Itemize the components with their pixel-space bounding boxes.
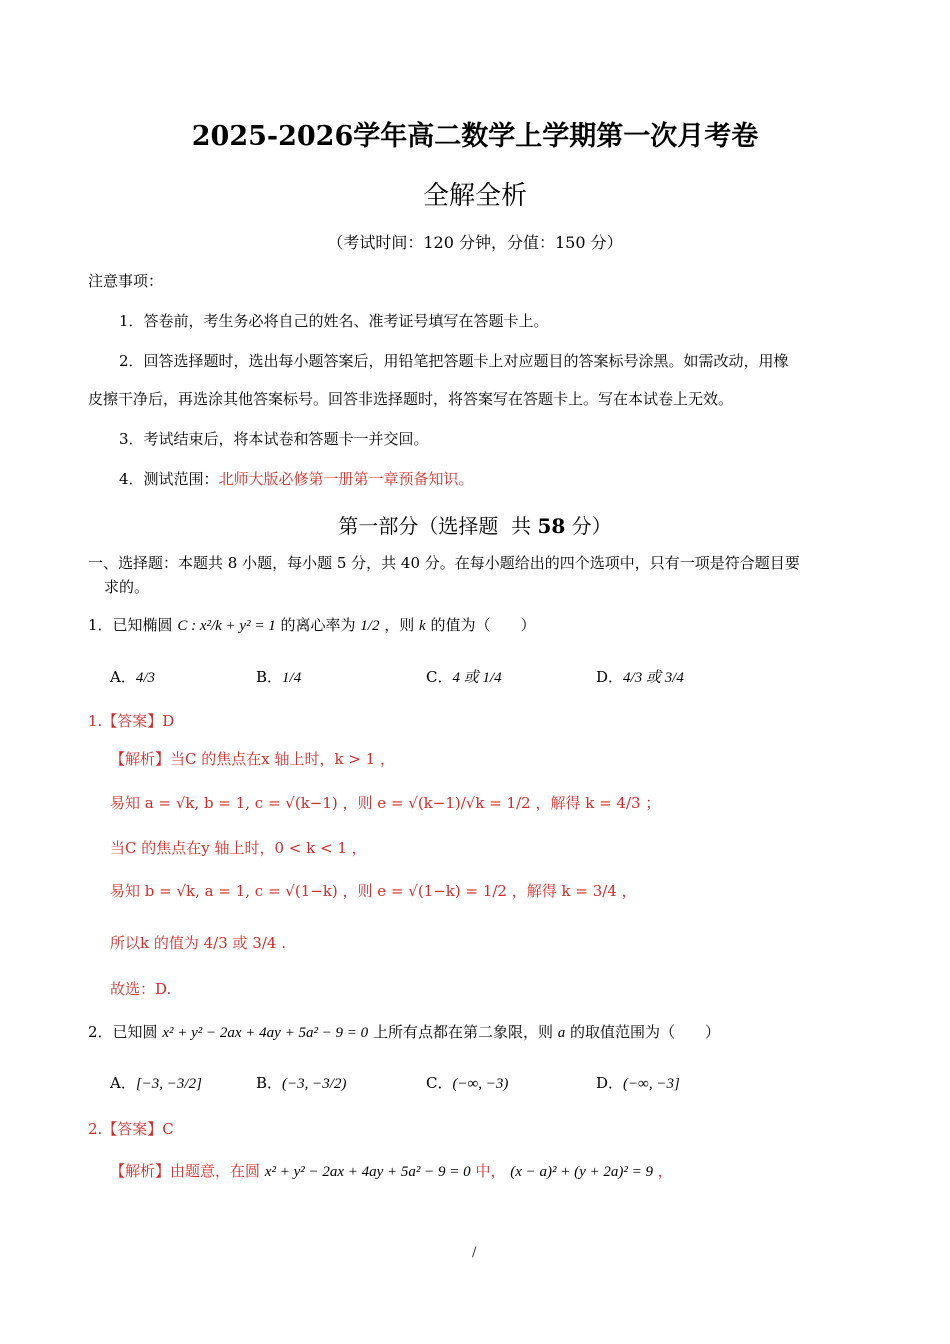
- q1-option-c: C．4 或 1/4: [426, 668, 502, 686]
- q2-solution-equation: x² + y² − 2ax + 4ay + 5a² − 9 = 0: [264, 1164, 471, 1180]
- part1-heading-b: 共: [511, 514, 532, 538]
- q2-stem-a: 2．已知圆: [88, 1023, 158, 1041]
- q2-circle-equation: x² + y² − 2ax + 4ay + 5a² − 9 = 0: [162, 1025, 369, 1041]
- q1-solution-line-5: 所以k 的值为 4/3 或 3/4 .: [110, 934, 286, 952]
- q1-stem-c: ，则: [384, 616, 415, 634]
- notice-item-4-prefix: 4．测试范围：: [119, 470, 219, 488]
- q1-solution-line-3: 当C 的焦点在y 轴上时，0 < k < 1 ，: [110, 839, 367, 857]
- notice-item-4-scope: 北师大版必修第一册第一章预备知识。: [218, 470, 474, 488]
- q1-option-c-value: 4 或 1/4: [452, 670, 502, 686]
- notice-heading: 注意事项：: [88, 272, 164, 290]
- part1-instructions-a: 一、选择题：本题共 8 小题，每小题 5 分，共 40 分。在每小题给出的四个选项中，只有一项是符合题目要: [88, 554, 800, 572]
- page-subtitle: 全解全析: [422, 181, 527, 211]
- q1-option-d-value: 4/3 或 3/4: [623, 670, 684, 686]
- q1-answer: 1.【答案】D: [88, 712, 175, 730]
- q1-solution-line-2: 易知 a = √k, b = 1, c = √(k−1) ，则 e = √(k−1)/√k = 1/2 ，解得 k = 4/3 ；: [110, 794, 661, 812]
- q2-stem-c: 的取值范围为（ ）: [570, 1023, 721, 1041]
- q1-stem-a: 1．已知椭圆: [88, 616, 173, 634]
- q1-option-b: B．1/4: [256, 668, 302, 686]
- q1-solution-line-6: 故选：D.: [110, 980, 172, 998]
- notice-item-4: [119, 468, 474, 489]
- q2-stem-b: 上所有点都在第二象限，则: [372, 1023, 553, 1041]
- page-footer-mark: /: [472, 1245, 477, 1260]
- q2-option-a: A．[−3, −3/2]: [110, 1074, 202, 1092]
- q2-option-c: C．(−∞, −3): [426, 1074, 509, 1092]
- q1-solution-line-1: 【解析】当C 的焦点在x 轴上时，k > 1 ，: [110, 750, 395, 768]
- q2-option-d-value: (−∞, −3]: [623, 1076, 680, 1092]
- notice-item-2a: 2．回答选择题时，选出每小题答案后，用铅笔把答题卡上对应题目的答案标号涂黑。如需改动，用橡: [119, 352, 789, 370]
- q2-option-b-value: (−3, −3/2): [282, 1076, 347, 1092]
- q2-option-a-value: [−3, −3/2]: [135, 1076, 202, 1092]
- part1-score: 58: [537, 514, 566, 538]
- q2-option-d: D．(−∞, −3]: [596, 1074, 680, 1092]
- q2-solution-c: ，: [657, 1162, 673, 1180]
- q1-option-b-value: 1/4: [282, 670, 302, 686]
- q2-stem: [88, 1021, 720, 1042]
- q1-stem-d: 的值为（ ）: [430, 616, 536, 634]
- part1-heading-c: 分）: [571, 514, 612, 538]
- q2-option-c-value: (−∞, −3): [452, 1076, 509, 1092]
- part1-instructions-b: 求的。: [104, 578, 150, 596]
- notice-item-1: 1．答卷前，考生务必将自己的姓名、准考证号填写在答题卡上。: [119, 312, 549, 330]
- q2-answer: 2.【答案】C: [88, 1120, 174, 1138]
- q1-stem-b: 的离心率为: [280, 616, 356, 634]
- q1-ellipse-equation: C : x²/k + y² = 1: [177, 618, 276, 634]
- part1-heading-a: 第一部分（选择题: [338, 514, 499, 538]
- q1-option-a: A．4/3: [110, 668, 156, 686]
- notice-item-3: 3．考试结束后，将本试卷和答题卡一并交回。: [119, 430, 429, 448]
- q2-solution-standard-form: (x − a)² + (y + 2a)² = 9: [510, 1164, 654, 1180]
- notice-item-2b: 皮擦干净后，再选涂其他答案标号。回答非选择题时，将答案写在答题卡上。写在本试卷上无效。: [88, 390, 734, 408]
- exam-info: （考试时间：120 分钟，分值：150 分）: [327, 233, 623, 252]
- q2-option-b: B．(−3, −3/2): [256, 1074, 347, 1092]
- q2-variable: a: [557, 1025, 566, 1041]
- q2-solution-b: 中，: [475, 1162, 506, 1180]
- q2-solution-line-1: [110, 1160, 673, 1181]
- q1-variable: k: [419, 618, 426, 634]
- q1-stem: [88, 614, 536, 635]
- q2-solution-a: 【解析】由题意，在圆: [110, 1162, 261, 1180]
- q1-option-a-value: 4/3: [135, 670, 156, 686]
- page-title: 2025-2026学年高二数学上学期第一次月考卷: [191, 121, 759, 152]
- part1-heading: [0, 510, 950, 539]
- q1-solution-line-4: 易知 b = √k, a = 1, c = √(1−k) ，则 e = √(1−k) = 1/2 ，解得 k = 3/4 ，: [110, 882, 637, 900]
- q1-eccentricity: 1/2: [360, 618, 380, 634]
- q1-option-d: D．4/3 或 3/4: [596, 668, 684, 686]
